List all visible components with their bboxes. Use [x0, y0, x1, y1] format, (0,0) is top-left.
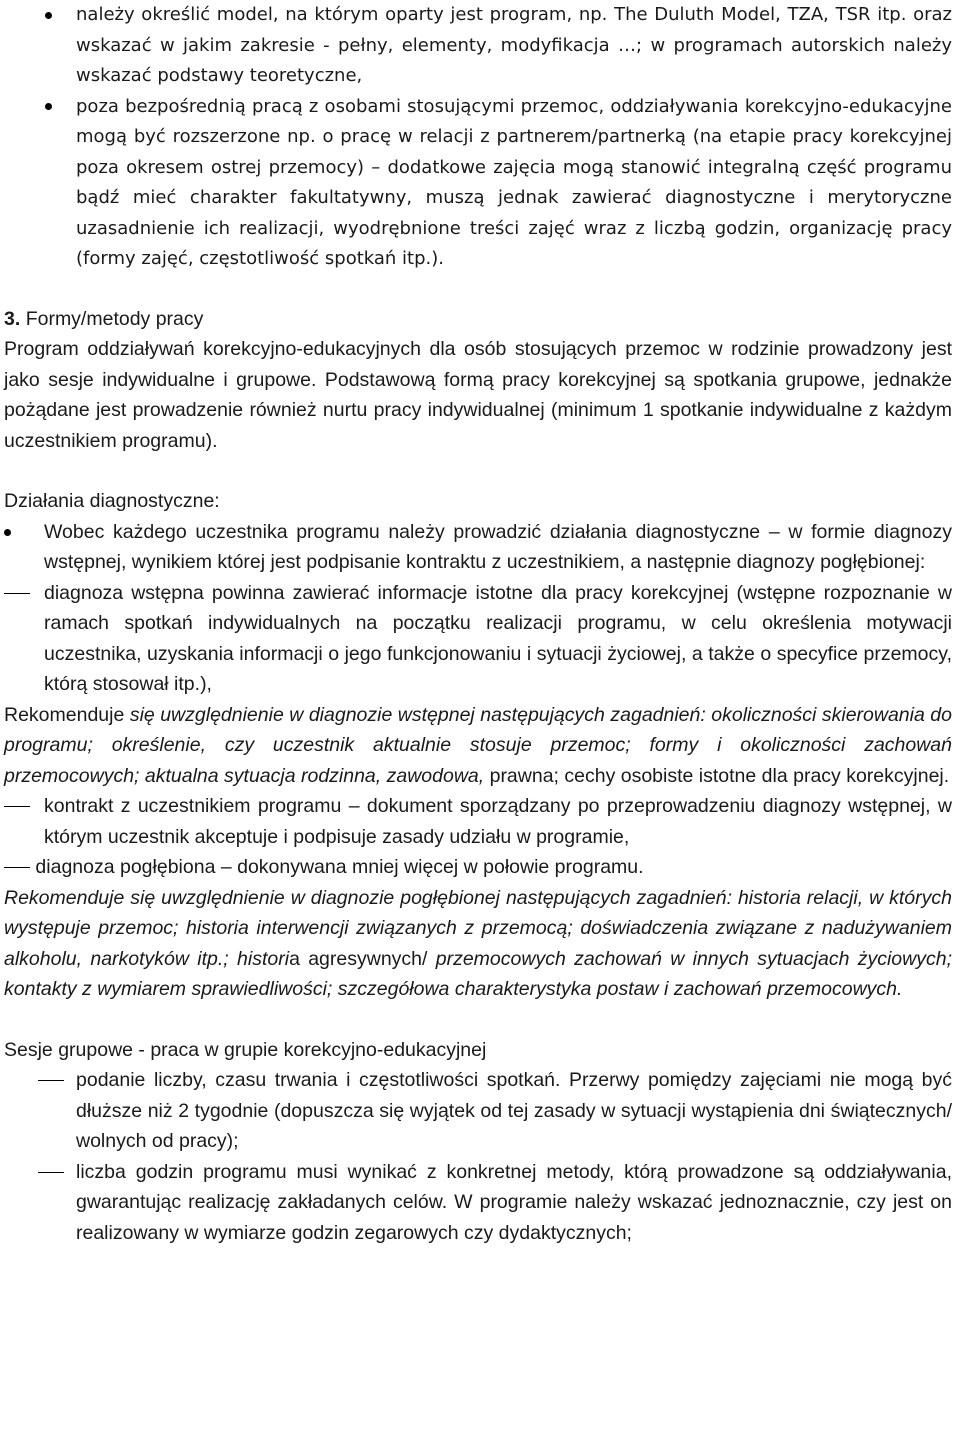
recommendation-italic: Rekomenduje się uwzględnienie w diagnozie pogłębionej następujących zagadnień: historia relacji, w których występuje przemoc; historia interwencji związanych z przemocą; doświadczenia związane z nadużywaniem alkoholu, narkotyków itp.; histori	[4, 886, 952, 970]
diagnostics-bullet	[4, 517, 952, 578]
section-heading	[4, 304, 952, 335]
spacer	[4, 275, 952, 304]
diagnostics-dash-contract	[4, 791, 952, 852]
recommendation-lead: Rekomenduje	[4, 703, 125, 726]
bullet-dot-icon	[38, 92, 58, 123]
bullet-text: należy określić model, na którym oparty jest program, np. The Duluth Model, TZA, TSR itp. oraz wskazać w jakim zakresie - pełny, elementy, modyfikacja …; w programach autorskich należy wskazać podstawy teoretyczne,	[76, 4, 952, 86]
bullet-item-extended-work	[4, 92, 952, 275]
diagnostics-dash-initial	[4, 578, 952, 700]
bullet-text: poza bezpośrednią pracą z osobami stosującymi przemoc, oddziaływania korekcyjno-edukacyjne mogą być rozszerzone np. o pracę w relacji z partnerem/partnerką (na etapie pracy korekcyjnej poza okresem ostrej przemocy) – dodatkowe zajęcia mogą stanowić integralną część programu bądź mieć charakter fakultatywny, muszą jednak zawierać diagnostyczne i merytoryczne uzasadnienie ich realizacji, wyodrębnione treści zajęć wraz z liczbą godzin, organizację pracy (formy zajęć, częstotliwość spotkań itp.).	[76, 95, 952, 269]
bullet-dot-icon	[4, 517, 40, 548]
dash-icon	[4, 856, 30, 878]
group-sessions-item	[4, 1157, 952, 1249]
bullet-item-model	[4, 0, 952, 92]
dash-text: diagnoza pogłębiona – dokonywana mniej więcej w połowie programu.	[35, 856, 644, 878]
dash-icon	[4, 791, 40, 822]
diagnostics-heading: Działania diagnostyczne:	[4, 490, 220, 512]
bullet-dot-icon	[38, 0, 58, 31]
section-paragraph: Program oddziaływań korekcyjno-edukacyjnych dla osób stosujących przemoc w rodzinie prowadzony jest jako sesje indywidualne i grupowe. Podstawową formą pracy korekcyjnej są spotkania grupowe, jednakże pożądane jest prowadzenie również nurtu pracy indywidualnej (minimum 1 spotkanie indywidualne z każdym uczestnikiem programu).	[4, 338, 952, 452]
item-text: podanie liczby, czasu trwania i częstotliwości spotkań. Przerwy pomiędzy zajęciami nie mogą być dłuższe niż 2 tygodnie (dopuszcza się wyjątek od tej zasady w sytuacji wystąpienia dni świątecznych/ wolnych od pracy);	[76, 1069, 952, 1152]
recommendation-deep	[4, 883, 952, 1005]
diagnostics-dash-deep	[4, 852, 952, 883]
spacer	[4, 1005, 952, 1035]
group-sessions-heading: Sesje grupowe - praca w grupie korekcyjno-edukacyjnej	[4, 1038, 487, 1061]
dash-icon	[38, 1065, 58, 1096]
bullet-text: Wobec każdego uczestnika programu należy prowadzić działania diagnostyczne – w formie diagnozy wstępnej, wynikiem której jest podpisanie kontraktu z uczestnikiem, a następnie diagnozy pogłębionej:	[44, 520, 952, 573]
dash-text: diagnoza wstępna powinna zawierać informacje istotne dla pracy korekcyjnej (wstępne rozpoznanie w ramach spotkań indywidualnych na początku realizacji programu, w celu określenia motywacji uczestnika, uzyskania informacji o jego funkcjonowaniu i sytuacji życiowej, a także o specyfice przemocy, którą stosował itp.),	[44, 581, 952, 695]
recommendation-plain: a agresywnych/	[289, 947, 428, 970]
recommendation-italic: się uwzględnienie w diagnozie wstępnej następujących zagadnień: okoliczności skierowania do programu; określenie, czy uczestnik aktualnie stosuje przemoc; formy i okoliczności zachowań przemocowych; aktualna sytuacja rodzinna, zawodowa,	[4, 703, 952, 787]
recommendation-initial	[4, 700, 952, 792]
section-title: Formy/metody pracy	[25, 307, 204, 330]
spacer	[4, 456, 952, 486]
section-number: 3.	[4, 307, 21, 330]
dash-icon	[4, 578, 40, 609]
item-text: liczba godzin programu musi wynikać z konkretnej metody, którą prowadzone są oddziaływania, gwarantując realizację zakładanych celów. W programie należy wskazać jednoznacznie, czy jest on realizowany w wymiarze godzin zegarowych czy dydaktycznych;	[76, 1160, 952, 1244]
dash-icon	[38, 1157, 58, 1188]
dash-text: kontrakt z uczestnikiem programu – dokument sporządzany po przeprowadzeniu diagnozy wstępnej, w którym uczestnik akceptuje i podpisuje zasady udziału w programie,	[44, 795, 952, 848]
recommendation-tail: prawna; cechy osobiste istotne dla pracy korekcyjnej.	[489, 764, 950, 787]
recommendation-italic-end: przemocowych zachowań w innych sytuacjach życiowych; kontakty z wymiarem sprawiedliwości; szczegółowa charakterystyka postaw i zachowań przemocowych.	[4, 947, 952, 1000]
group-sessions-item	[4, 1065, 952, 1157]
